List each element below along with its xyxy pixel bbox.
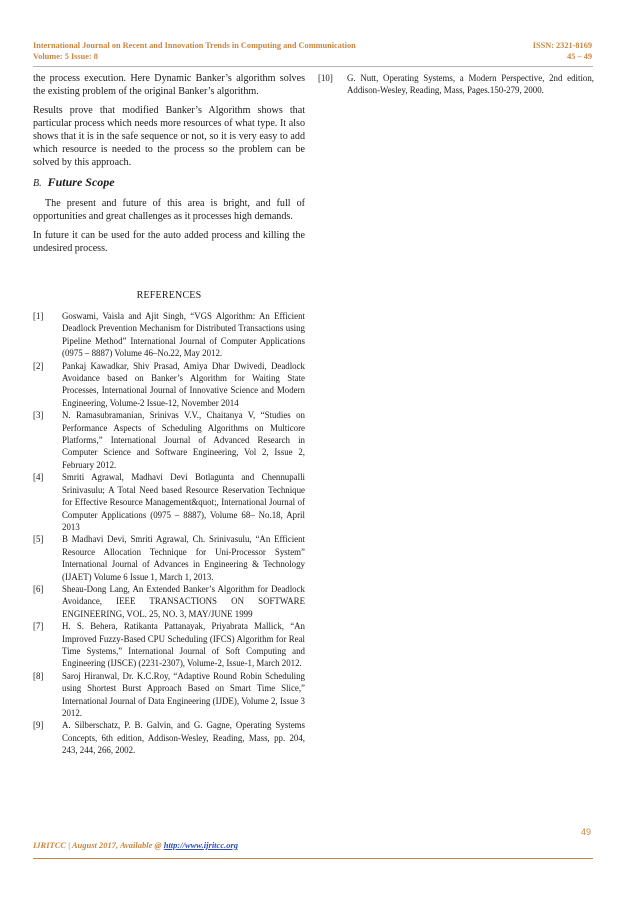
reference-item [33,719,305,756]
reference-list [318,72,594,97]
section-heading [33,175,305,191]
reference-text: Smriti Agrawal, Madhavi Devi Botlagunta and Chennupalli Srinivasulu; A Total Need based Resource Reservation Technique for Effective Resource Management&quot;, International Journal of Computer Applications (0975 – 8887), Volume 68– No.18, April 2013 [62,472,305,532]
page-footer [33,840,238,850]
reference-item [33,583,305,620]
reference-text: A. Silberschatz, P. B. Galvin, and G. Gagne, Operating Systems Concepts, 6th edition, Addison-Wesley, Reading, Mass, pp. 204, 243, 244, 266, 2002. [62,720,305,756]
reference-item [33,360,305,410]
section-title: Future Scope [47,175,115,189]
left-column [33,72,305,757]
reference-item [33,533,305,583]
right-column [318,72,594,97]
page-header [33,40,592,62]
reference-list [33,310,305,757]
page-number: 49 [580,827,591,837]
reference-text: Saroj Hiranwal, Dr. K.C.Roy, “Adaptive Round Robin Scheduling using Shortest Burst Approach Based on Smart Time Slice,” International Journal of Data Engineering (IJDE), Volume 2, Issue 3 2012. [62,670,305,718]
header-divider [33,66,593,67]
reference-number: [10] [318,73,333,83]
reference-number: [9] [33,720,44,731]
reference-number: [4] [33,472,44,483]
reference-number: [2] [33,360,44,371]
page-range: 45 – 49 [567,52,592,61]
footer-link[interactable]: http://www.ijritcc.org [163,840,239,850]
reference-number: [8] [33,670,44,681]
reference-text: Goswami, Vaisla and Ajit Singh, “VGS Algorithm: An Efficient Deadlock Prevention Mechanism for Distributed Transactions using Pipeline Method” International Journal of Computer Applications (0975 – 8887) Volume 46–No.22, May 2012. [62,311,305,359]
reference-text: Pankaj Kawadkar, Shiv Prasad, Amiya Dhar Dwivedi, Deadlock Avoidance based on Banker’s Algorithm for Waiting State Processes, International Journal of Innovative Science and Modern Engineering, Volume-2 Issue-12, November 2014 [62,360,305,408]
paragraph: Results prove that modified Banker’s Algorithm shows that particular process which needs more resources of what type. It also shows that it is in the safe sequence or not, so it is very easy to add which resource is needed to the process so the problem can be solved by this approach. [33,105,305,168]
reference-number: [1] [33,311,44,321]
reference-text: N. Ramasubramanian, Srinivas V.V., Chaitanya V, “Studies on Performance Aspects of Scheduling Algorithms on Multicore Platforms,” International Journal of Advanced Research in Computer Science and Software Engineering, Vol 2, Issue 2, February 2012. [62,410,305,470]
journal-title: International Journal on Recent and Innovation Trends in Computing and Communication [33,41,356,50]
reference-number: [5] [33,534,44,545]
reference-item [33,620,305,670]
volume-issue: Volume: 5 Issue: 8 [33,52,98,61]
reference-number: [6] [33,583,44,594]
reference-item [318,72,594,97]
reference-text: Sheau-Dong Lang, An Extended Banker’s Algorithm for Deadlock Avoidance, IEEE TRANSACTIONS ON SOFTWARE ENGINEERING, VOL. 25, NO. 3, MAY/JUNE 1999 [62,583,305,619]
reference-item [33,409,305,471]
references-heading: REFERENCES [136,290,202,301]
reference-number: [7] [33,621,44,632]
reference-item [33,471,305,533]
paragraph: In future it can be used for the auto added process and killing the undesired process. [33,230,305,254]
reference-text: G. Nutt, Operating Systems, a Modern Perspective, 2nd edition, Addison-Wesley, Reading, Mass, Pages.150-279, 2000. [347,73,594,96]
section-letter: B. [33,178,42,189]
reference-number: [3] [33,410,44,421]
reference-text: H. S. Behera, Ratikanta Pattanayak, Priyabrata Mallick, “An Improved Fuzzy-Based CPU Scheduling (IFCS) Algorithm for Real Time Systems,” International Journal of Soft Computing and Engineering (IJSCE) (2231-2307), Volume-2, Issue-1, March 2012. [62,621,305,669]
reference-text: B Madhavi Devi, Smriti Agrawal, Ch. Srinivasulu, “An Efficient Resource Allocation Technique for Uni-Processor System” International Journal of Advances in Engineering & Technology (IJAET) Volume 6 Issue 1, March 1, 2013. [62,534,305,582]
reference-item [33,670,305,720]
paragraph: The present and future of this area is bright, and full of opportunities and great challenges as it processes high demands. [33,198,305,222]
footer-divider [33,858,593,859]
footer-text: IJRITCC | August 2017, Available @ [33,840,164,850]
paragraph: the process execution. Here Dynamic Banker’s algorithm solves the existing problem of the original Banker’s algorithm. [33,73,305,97]
reference-item [33,310,305,360]
issn: ISSN: 2321-8169 [532,41,592,50]
